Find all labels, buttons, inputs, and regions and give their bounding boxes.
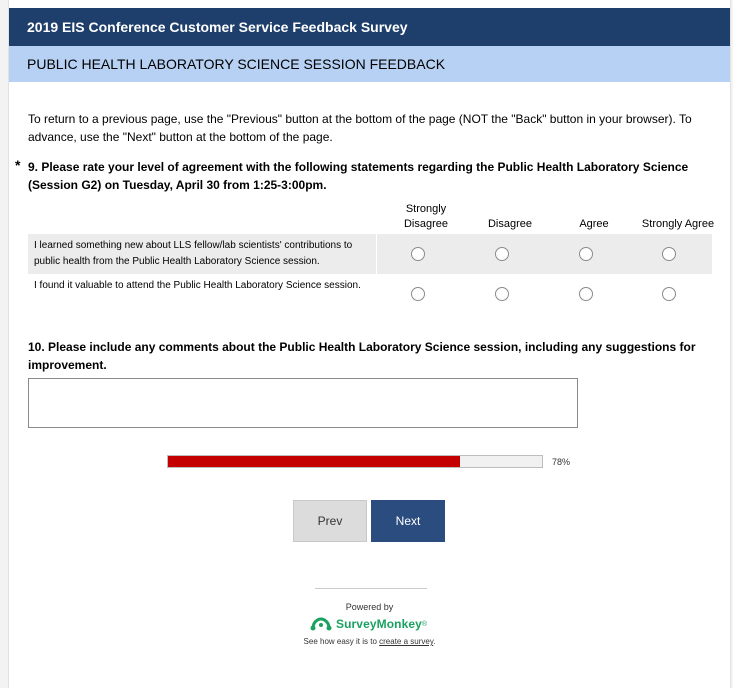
progress-fill xyxy=(168,456,460,467)
radio-row1-disagree[interactable] xyxy=(495,247,509,261)
progress-bar xyxy=(167,455,543,468)
matrix-row-label: I learned something new about LLS fellow/lab scientists' contributions to public health from the Public Health Laboratory Science session. xyxy=(34,240,353,267)
column-header-agree: Agree xyxy=(579,218,609,230)
see-how-text xyxy=(9,637,730,646)
radio-row1-agree[interactable] xyxy=(579,247,593,261)
matrix-row-2 xyxy=(28,274,712,314)
question-9-title: 9. Please rate your level of agreement with the following statements regarding the Public Health Laboratory Science (Session G2) on Tuesday, April 30 from 1:25-3:00pm. xyxy=(28,160,689,192)
column-header-disagree: Disagree xyxy=(487,218,533,230)
brand-name: SurveyMonkey xyxy=(336,617,422,631)
radio-row2-disagree[interactable] xyxy=(495,287,509,301)
radio-row2-strongly-agree[interactable] xyxy=(662,287,676,301)
see-how-prefix: See how easy it is to xyxy=(303,637,380,646)
prev-button[interactable]: Prev xyxy=(293,500,367,542)
create-survey-link[interactable]: create a survey xyxy=(379,637,434,646)
column-header-strongly-disagree: Strongly Disagree xyxy=(403,203,449,230)
next-button[interactable]: Next xyxy=(371,500,445,542)
radio-row2-agree[interactable] xyxy=(579,287,593,301)
radio-row1-strongly-disagree[interactable] xyxy=(411,247,425,261)
comment-textarea[interactable] xyxy=(28,378,578,428)
surveymonkey-logo[interactable]: SurveyMonkey ® xyxy=(310,614,427,634)
survey-title: 2019 EIS Conference Customer Service Feedback Survey xyxy=(9,8,730,46)
matrix-row-label: I found it valuable to attend the Public Health Laboratory Science session. xyxy=(34,280,361,291)
row-divider xyxy=(376,234,377,274)
footer-divider xyxy=(315,588,427,589)
survey-page xyxy=(8,0,731,688)
column-header-strongly-agree: Strongly Agree xyxy=(641,218,715,230)
matrix-row-1 xyxy=(28,234,712,274)
radio-row2-strongly-disagree[interactable] xyxy=(411,287,425,301)
page-title: PUBLIC HEALTH LABORATORY SCIENCE SESSION FEEDBACK xyxy=(9,46,730,82)
intro-text: To return to a previous page, use the "Previous" button at the bottom of the page (NOT the "Back" button in your browser). To advance, use the "Next" button at the bottom of the page. xyxy=(28,112,692,144)
question-10-title: 10. Please include any comments about the Public Health Laboratory Science session, including any suggestions for improvement. xyxy=(28,340,696,372)
radio-row1-strongly-agree[interactable] xyxy=(662,247,676,261)
surveymonkey-icon xyxy=(310,617,332,631)
powered-by-text: Powered by xyxy=(345,602,394,612)
required-marker: * xyxy=(15,157,21,173)
see-how-suffix: . xyxy=(433,637,436,646)
progress-label: 78% xyxy=(552,457,571,467)
